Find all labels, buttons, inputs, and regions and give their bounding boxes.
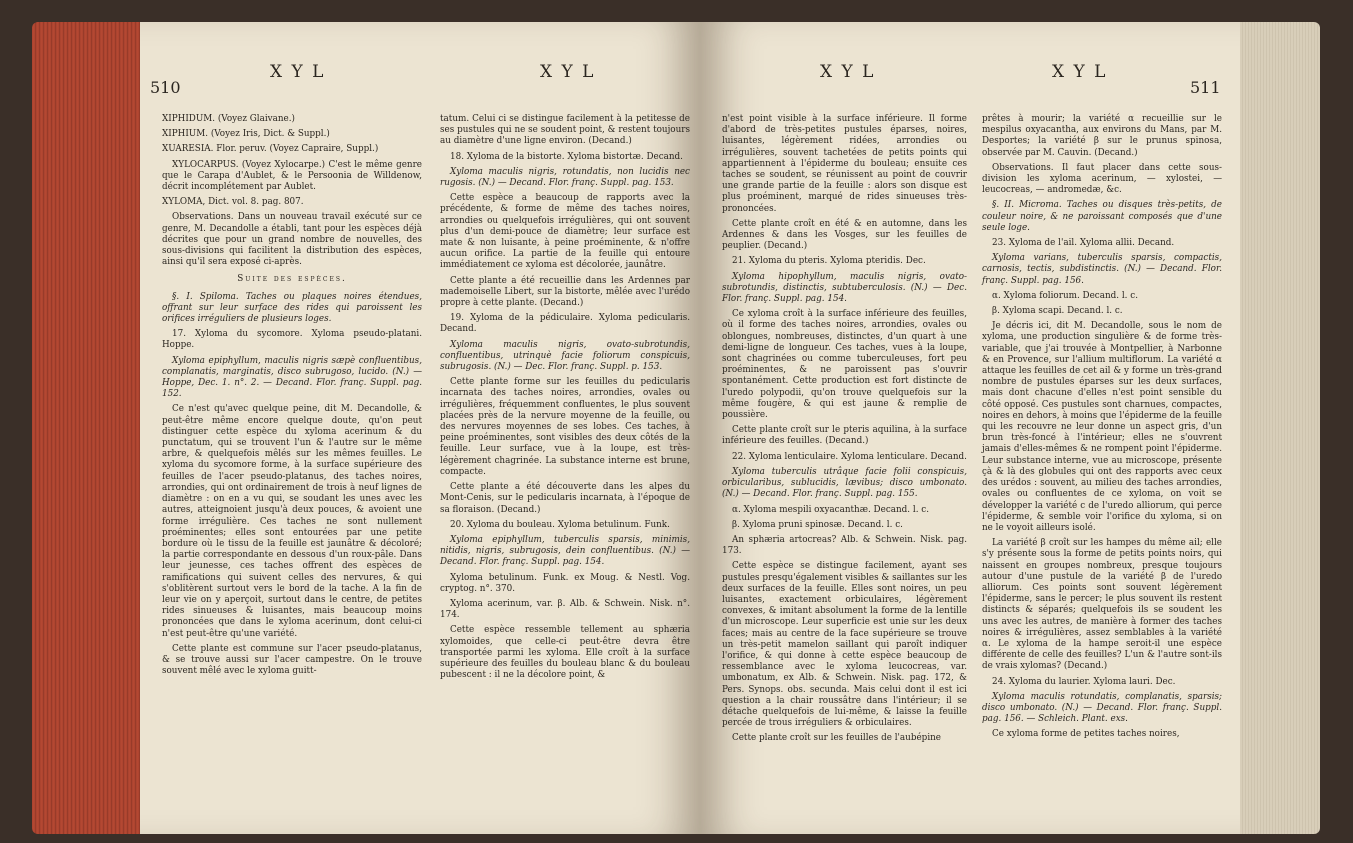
paragraph: Cette plante forme sur les feuilles du pedicularis incarnata des taches noires, arrondies, ovales ou irrégulières, fréquemment confluentes, le plus souvent placées près de la nervure moyenne de la feuille, ou des nervures moyennes de ses lobes. Ces taches, à peine proéminentes, sont visibles des deux côtés de la feuille. Leur surface, vue à la loupe, est très-légèrement chagrinée. La substance interne est brune, compacte. bbox=[440, 377, 690, 477]
paragraph: La variété β croît sur les hampes du même ail; elle s'y présente sous la forme de petits points noirs, qui naissent en groupes nombreux, presque toujours autour d'une pustule de la variété β de l'uredo alliorum. Ces points sont souvent légèrement l'épiderme, sans le percer; le plus souvent ils restent distincts & séparés; quelquefois ils se soudent les uns avec les autres, de manière à former des taches noires & irrégulières, assez semblables à la variété α. Le xyloma de la hampe seroit-il une espèce différente de celle des feuilles? L'un & l'autre sont-ils de vrais xylomas? (Decand.) bbox=[982, 538, 1222, 672]
paragraph: XYLOCARPUS. (Voyez Xylocarpe.) C'est le même genre que le Carapa d'Aublet, & le Persoonia de Willdenow, décrit incomplétement par Aublet. bbox=[162, 159, 422, 193]
paragraph: Xyloma betulinum. Funk. ex Moug. & Nestl. Vog. cryptog. n°. 370. bbox=[440, 572, 690, 594]
paragraph: XYLOMA, Dict. vol. 8. pag. 807. bbox=[162, 197, 304, 208]
paragraph: Ce n'est qu'avec quelque peine, dit M. Decandolle, & peut-être même encore quelque doute, qu'on peut distinguer cette espèce du xyloma acerinum & du punctatum, qui se trouvent l'un & l'autre sur le même arbre, & quelquefois mêlés sur les mêmes feuilles. Le xyloma du sycomore forme, à la surface supérieure des feuilles de l'acer pseudo-platanus, des taches noires, arrondies, qui ont ordinairement de trois à neuf lignes de diamètre : on en a vu qui, se soudant les unes avec les autres, atteignoient jusqu'à deux pouces, & avoient une forme irrégulière. Ces taches ne sont nullement proéminentes; elles sont entourées par une petite bordure où le tissu de la feuille est jaunâtre & décoloré; la partie correspondante en dessous d'un roux-pâle. Dans leur jeunesse, ces taches offrent des espèces de ramifications qui suivent celles des nervures, & qui s'oblitèrent surtout vers le bord de la tache. A la fin de leur vie on y aperçoit, surtout dans le centre, de petites rides sinueuses & luisantes, mais beaucoup moins prononcées que dans le xyloma acerinum, dont celui-ci n'est peut-être qu'une variété. bbox=[162, 404, 422, 639]
paragraph: Observations. Il faut placer dans cette sous-division les xyloma acerinum, — xylostei, — leucocreas, — andromedæ, &c. bbox=[982, 162, 1222, 196]
paragraph: Xyloma hipophyllum, maculis nigris, ovato-subrotundis, distinctis, subtuberculosis. (N.) — Dec. Flor. franç. Suppl. pag. 154. bbox=[722, 271, 967, 305]
left-header-right: X Y L bbox=[540, 62, 596, 82]
right-page-column-2 bbox=[982, 114, 1222, 745]
paragraph: 19. Xyloma de la pédiculaire. Xyloma pedicularis. Decand. bbox=[440, 313, 690, 335]
paragraph: Cette plante croît sur le pteris aquilina, à la surface inférieure des feuilles. (Decand.) bbox=[722, 425, 967, 447]
paragraph: Xyloma maculis rotundatis, complanatis, sparsis; disco umbonato. (N.) — Decand. Flor. franç. Suppl. pag. 156. — Schleich. Plant. exs. bbox=[982, 691, 1222, 725]
left-page-column-1 bbox=[162, 114, 422, 681]
right-page-edges bbox=[1238, 22, 1320, 834]
paragraph: Cette espèce a beaucoup de rapports avec la précédente, & forme de même des taches noires, arrondies ou quelquefois irrégulières, qui ont souvent plus d'un demi-pouce de diamètre; leur surface est mate & non luisante, à peine proéminente, & n'offre aucun orifice. La partie de la feuille qui entoure immédiatement ce xyloma est décolorée, jaunâtre. bbox=[440, 193, 690, 271]
left-page bbox=[140, 22, 700, 834]
paragraph: XIPHIDUM. (Voyez Glaivane.) bbox=[162, 114, 295, 124]
paragraph: 22. Xyloma lenticulaire. Xyloma lenticulare. Decand. bbox=[732, 451, 967, 462]
right-page-column-1 bbox=[722, 114, 967, 749]
paragraph: Xyloma maculis nigris, rotundatis, non lucidis nec rugosis. (N.) — Decand. Flor. franç. Suppl. pag. 153. bbox=[440, 166, 690, 189]
paragraph: XUARESIA. Flor. peruv. (Voyez Capraire, Suppl.) bbox=[162, 144, 379, 155]
paragraph: tatum. Celui ci se distingue facilement à la petitesse de ses pustules qui ne se soudent point, & restent toujours au diamètre d'une ligne environ. (Decand.) bbox=[440, 114, 690, 147]
paragraph: Cette espèce se distingue facilement, ayant ses pustules presqu'également visibles & saillantes sur les deux surfaces de la feuille. Elles sont noires, un peu luisantes, exactement orbiculaires, légèrement convexes, & imitant absolument la forme de la lentille d'un microscope. Leur superficie est unie sur les deux faces; mais au centre de la face supérieure se trouve un très-petit mamelon saillant qui paroît indiquer l'orifice, & qui donne à cette espèce beaucoup de ressemblance avec le xyloma leucocreas, var. umbonatum, ex Alb. & Schwein. Nisk. pag. 172, & Pers. Synops. obs. secunda. Mais celui dont il est ici question a la chair roussâtre dans l'intérieur; il se détache quelquefois de lui-même, & laisse la feuille percée de trous irréguliers & orbiculaires. bbox=[722, 561, 967, 729]
paragraph: α. Xyloma mespili oxyacanthæ. Decand. l. c. bbox=[732, 504, 930, 515]
paragraph: An sphæria artocreas? Alb. & Schwein. Nisk. pag. 173. bbox=[722, 534, 967, 557]
left-header-left: X Y L bbox=[270, 62, 326, 82]
right-header-right: X Y L bbox=[1052, 62, 1108, 82]
paragraph: Xyloma epiphyllum, tuberculis sparsis, minimis, nitidis, nigris, subrugosis, dein confluentibus. (N.) — Decand. Flor. franç. Suppl. pag. 154. bbox=[440, 534, 690, 568]
paragraph: 21. Xyloma du pteris. Xyloma pteridis. Dec. bbox=[732, 256, 926, 267]
paragraph: Ce xyloma forme de petites taches noires, bbox=[992, 729, 1180, 740]
paragraph: Je décris ici, dit M. Decandolle, sous le nom de xyloma, une production singulière & de forme très-variable, que j'ai trouvée à Montpellier, à Narbonne & en Provence, sur l'allium multiflorum. La variété α attaque les feuilles de cet ail & y forme un très-grand nombre de pustules éparses sur les deux surfaces, mais dont chacune d'elles n'est point sensible du côté opposé. Ces pustules sont charnues, compactes, noires en dehors, à moins que l'épiderme de la feuille qui les recouvre ne leur donne un aspect gris, d'un brun très-foncé à l'intérieur; elles ne s'ouvrent jamais d'elles-mêmes & ne rompent point l'épiderme. Leur substance interne, vue au microscope, présente çà & là des globules qui ont des rapports avec ceux des urédos : souvent, au milieu des taches arrondies, ovales ou confluentes de ce xyloma, on voit se développer la variété c de l'uredo alliorum, qui perce l'épiderme, & semble voir l'orifice du xyloma, si on ne le voyoit ailleurs isolé. bbox=[982, 321, 1222, 533]
paragraph: α. Xyloma foliorum. Decand. l. c. bbox=[992, 290, 1138, 301]
paragraph: Xyloma tuberculis utrâque facie folii conspicuis, orbicularibus, sublucidis, lævibus; disco umbonato. (N.) — Decand. Flor. franç. Suppl. pag. 155. bbox=[722, 466, 967, 500]
paragraph: 23. Xyloma de l'ail. Xyloma allii. Decand. bbox=[992, 238, 1175, 249]
paragraph: §. II. Microma. Taches ou disques très-petits, de couleur noire, & ne paroissant composés que d'une seule loge. bbox=[982, 200, 1222, 233]
right-page bbox=[700, 22, 1240, 834]
paragraph: Cette plante a été recueillie dans les Ardennes par mademoiselle Libert, sur la bistorte, mêlée avec l'urédo propre à cette plante. (Decand.) bbox=[440, 275, 690, 309]
paragraph: Cette plante croît en été & en automne, dans les Ardennes & dans les Vosges, sur les feuilles de peuplier. (Decand.) bbox=[722, 218, 967, 252]
paragraph: Cette plante est commune sur l'acer pseudo-platanus, & se trouve aussi sur l'acer campestre. On le trouve souvent mêlé avec le xyloma guitt- bbox=[162, 643, 422, 677]
right-header-left: X Y L bbox=[820, 62, 876, 82]
paragraph: Ce xyloma croît à la surface inférieure des feuilles, où il forme des taches noires, arrondies, ovales ou oblongues, nombreuses, distinctes, d'un quart à une demi-ligne de longueur. Ces taches, vues à la loupe, sont chagrinées ou comme tuberculeuses, fort peu proéminentes, & ne paroissent pas s'ouvrir spontanément. Cette production est fort distincte de l'uredo polypodii, qu'on trouve quelquefois sur la même fougère, & qui est jaune & remplie de poussière. bbox=[722, 309, 967, 421]
right-page-number: 511 bbox=[1190, 78, 1221, 97]
paragraph: 18. Xyloma de la bistorte. Xyloma bistortæ. Decand. bbox=[450, 151, 683, 162]
paragraph: 20. Xyloma du bouleau. Xyloma betulinum. Funk. bbox=[450, 519, 670, 530]
left-page-column-2 bbox=[440, 114, 690, 685]
paragraph: Cette espèce ressemble tellement au sphæria xylomoides, que celle-ci peut-être devra être transportée parmi les xyloma. Elle croît à la surface supérieure des feuilles du bouleau blanc & du bouleau pubescent : il ne la décolore point, & bbox=[440, 625, 690, 681]
paragraph: Xyloma varians, tuberculis sparsis, compactis, carnosis, tectis, subdistinctis. (N.) — Decand. Flor. franç. Suppl. pag. 156. bbox=[982, 253, 1222, 286]
paragraph: 24. Xyloma du laurier. Xyloma lauri. Dec. bbox=[992, 676, 1176, 687]
paragraph: Xyloma acerinum, var. β. Alb. & Schwein. Nisk. n°. 174. bbox=[440, 598, 690, 621]
paragraph: 17. Xyloma du sycomore. Xyloma pseudo-platani. Hoppe. bbox=[162, 329, 422, 351]
paragraph: XIPHIUM. (Voyez Iris, Dict. & Suppl.) bbox=[162, 129, 330, 140]
section-heading: Suite des espèces. bbox=[237, 274, 347, 285]
paragraph: Xyloma maculis nigris, ovato-subrotundis, confluentibus, utrinquè facie foliorum conspicuis, subrugosis. (N.) — Dec. Flor. franç. Suppl. p. 153. bbox=[440, 339, 690, 373]
paragraph: β. Xyloma scapi. Decand. l. c. bbox=[992, 306, 1123, 317]
paragraph: β. Xyloma pruni spinosæ. Decand. l. c. bbox=[732, 519, 903, 530]
paragraph: Cette plante croît sur les feuilles de l'aubépine bbox=[732, 733, 941, 744]
left-page-edges bbox=[32, 22, 144, 834]
paragraph: n'est point visible à la surface inférieure. Il forme d'abord de très-petites pustules éparses, noires, luisantes, légèrement ridées, arrondies ou irrégulières, souvent tachetées de petits points qui appartiennent à l'épiderme du bouleau; ensuite ces taches se soudent, se réunissent au point de couvrir une grande partie de la feuille : alors son disque est plus proéminent, marqué de rides sinueuses très-prononcées. bbox=[722, 114, 967, 214]
paragraph: §. I. Spiloma. Taches ou plaques noires étendues, offrant sur leur surface des rides qui paroissent les orifices irréguliers de plusieurs loges. bbox=[162, 291, 422, 325]
paragraph: Observations. Dans un nouveau travail exécuté sur ce genre, M. Decandolle a établi, tant pour les espèces déjà décrites que pour un grand nombre de nouvelles, des sous-divisions qui facilitent la distribution des espèces, ainsi qu'il sera exposé ci-après. bbox=[162, 212, 422, 268]
paragraph: Xyloma epiphyllum, maculis nigris sæpè confluentibus, complanatis, marginatis, disco subrugoso, lucido. (N.) — Hoppe, Dec. 1. n°. 2. — Decand. Flor. franç. Suppl. pag. 152. bbox=[162, 355, 422, 400]
paragraph: prêtes à mourir; la variété α recueillie sur le mespilus oxyacantha, aux environs du Mans, par M. Desportes; la variété β sur le prunus spinosa, observée par M. Cauvin. (Decand.) bbox=[982, 114, 1222, 158]
paragraph: Cette plante a été découverte dans les alpes du Mont-Cenis, sur le pedicularis incarnata, à l'époque de sa floraison. (Decand.) bbox=[440, 482, 690, 515]
left-page-number: 510 bbox=[150, 78, 181, 97]
